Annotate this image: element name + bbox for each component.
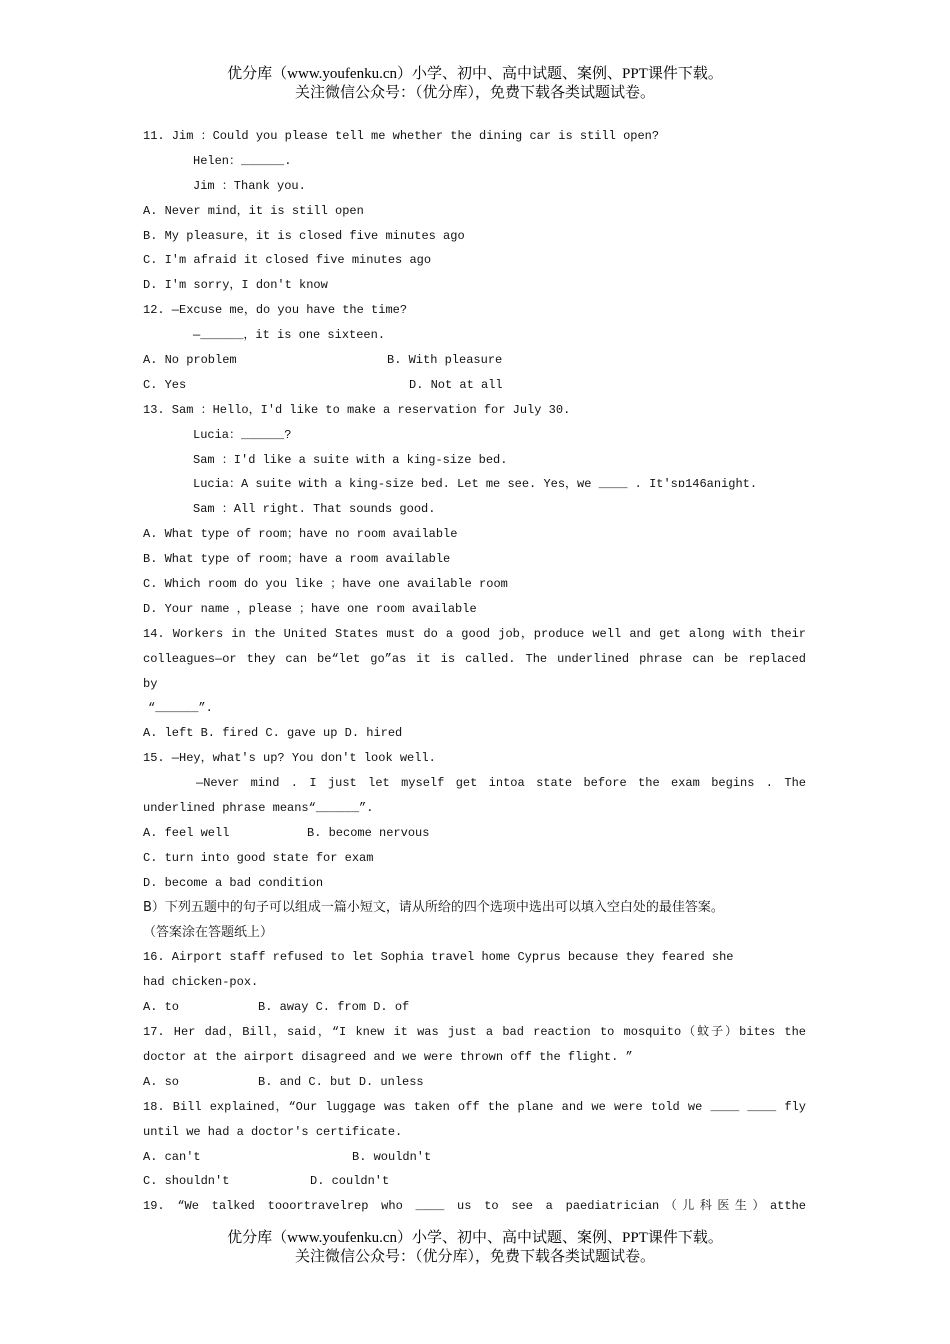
q15-stem: 15. —Hey，what's up? You don't look well.	[143, 751, 436, 766]
footer-line-1: 优分库（www.youfenku.cn）小学、初中、高中试题、案例、PPT课件下载。	[227, 1230, 723, 1246]
q14-line-3: by	[143, 676, 158, 691]
section-b-instruction: B）下列五题中的句子可以组成一篇小短文，请从所给的四个选项中选出可以填入空白处的最佳答案。	[143, 899, 724, 915]
q12-option-a: A. No problem	[143, 353, 237, 368]
q15-option-d: D. become a bad condition	[143, 875, 324, 890]
exam-content	[143, 124, 806, 1219]
q16-line-1: 16. Airport staff refused to let Sophia travel home Cyprus because they feared she	[143, 950, 734, 965]
q11-option-c: C. I'm afraid it closed five minutes ago	[143, 253, 432, 268]
header-line-1: 优分库（www.youfenku.cn）小学、初中、高中试题、案例、PPT课件下载。	[227, 66, 723, 82]
q12-stem: 12. —Excuse me，do you have the time?	[143, 303, 408, 318]
q13-option-c: C. Which room do you like ；have one available room	[143, 577, 508, 592]
q18-line-1: 18. Bill explained，“Our luggage was taken off the plane and we were told we ____ ____ fly	[143, 1099, 806, 1114]
q13-option-b: B. What type of room；have a room available	[143, 552, 451, 567]
q16-option-bcd: B. away C. from D. of	[258, 1000, 410, 1015]
q13-option-a: A. What type of room；have no room available	[143, 527, 458, 542]
q11-option-d: D. I'm sorry，I don't know	[143, 278, 328, 293]
q15-line-2: underlined phrase means“______”.	[143, 801, 374, 816]
q14-line-4: “______”.	[148, 701, 213, 716]
q17-option-a: A. so	[143, 1074, 180, 1089]
footer-line-2: 关注微信公众号：（优分库），免费下载各类试题试卷。	[294, 1249, 655, 1265]
q18-line-2: until we had a doctor's certificate.	[143, 1124, 403, 1139]
q11-dialog-jim: Jim ：Thank you.	[193, 178, 306, 193]
q15-line-1: —Never mind . I just let myself get intoa state before the exam begins . The	[196, 776, 806, 791]
q12-option-d: D. Not at all	[409, 377, 503, 392]
q19-line-1: 19. “We talked tooortravelrep who ____ us to see a paediatrician（儿科医生）atthe	[143, 1199, 806, 1214]
q13-dialog-3: Lucia：A suite with a king-size bed. Let me see. Yes，we ____ . It'sɒ146anight.	[193, 477, 758, 492]
q11-dialog-helen: Helen：______.	[193, 153, 292, 168]
q17-line-2: doctor at the airport disagreed and we were thrown off the flight. ”	[143, 1049, 633, 1064]
q13-dialog-1: Lucia：______?	[193, 427, 292, 442]
q11-option-a: A. Never mind，it is still open	[143, 203, 364, 218]
q14-line-1: 14. Workers in the United States must do a good job，produce well and get along with their	[143, 626, 806, 641]
q16-options	[143, 995, 806, 1020]
q12-option-b: B. With pleasure	[387, 353, 503, 368]
q11-stem: 11. Jim ：Could you please tell me whether the dining car is still open?	[143, 129, 660, 143]
q15-option-b: B. become nervous	[307, 825, 430, 840]
q18-option-d: D. couldn't	[310, 1174, 390, 1189]
q11-option-b: B. My pleasure，it is closed five minutes ago	[143, 228, 465, 243]
q13-option-d: D. Your name ，please ；have one room available	[143, 601, 477, 616]
q12-dialog: —______，it is one sixteen.	[193, 328, 386, 343]
q16-line-2: had chicken-pox.	[143, 975, 259, 990]
q18-option-c: C. shouldn't	[143, 1174, 230, 1189]
page-footer	[0, 1229, 950, 1267]
q14-line-2: colleagues—or they can be“let go”as it is called. The underlined phrase can be replaced	[143, 651, 806, 666]
q18-options-row-1	[143, 1145, 806, 1170]
q12-options-row-1	[143, 348, 806, 373]
q17-line-1: 17. Her dad，Bill，said，“I knew it was just a bad reaction to mosquito（蚊子）bites the	[143, 1025, 806, 1040]
q13-dialog-2: Sam ：I'd like a suite with a king-size bed.	[193, 452, 508, 467]
q17-option-bcd: B. and C. but D. unless	[258, 1074, 424, 1089]
q15-options-row-1	[143, 821, 806, 846]
q12-options-row-2	[143, 373, 806, 398]
q18-options-row-2	[143, 1169, 806, 1194]
q14-options: A. left B. fired C. gave up D. hired	[143, 726, 403, 741]
q15-option-c: C. turn into good state for exam	[143, 850, 374, 865]
page-header	[0, 65, 950, 103]
q13-dialog-4: Sam ：All right. That sounds good.	[193, 502, 436, 517]
header-line-2: 关注微信公众号：（优分库），免费下载各类试题试卷。	[294, 85, 655, 101]
q15-option-a: A. feel well	[143, 825, 230, 840]
q12-option-c: C. Yes	[143, 377, 187, 392]
q17-options	[143, 1070, 806, 1095]
q16-option-a: A. to	[143, 1000, 180, 1015]
q18-option-a: A. can't	[143, 1149, 201, 1164]
q18-option-b: B. wouldn't	[352, 1149, 432, 1164]
q13-stem: 13. Sam ：Hello，I'd like to make a reservation for July 30.	[143, 402, 571, 417]
section-b-note: （答案涂在答题纸上）	[143, 924, 274, 940]
